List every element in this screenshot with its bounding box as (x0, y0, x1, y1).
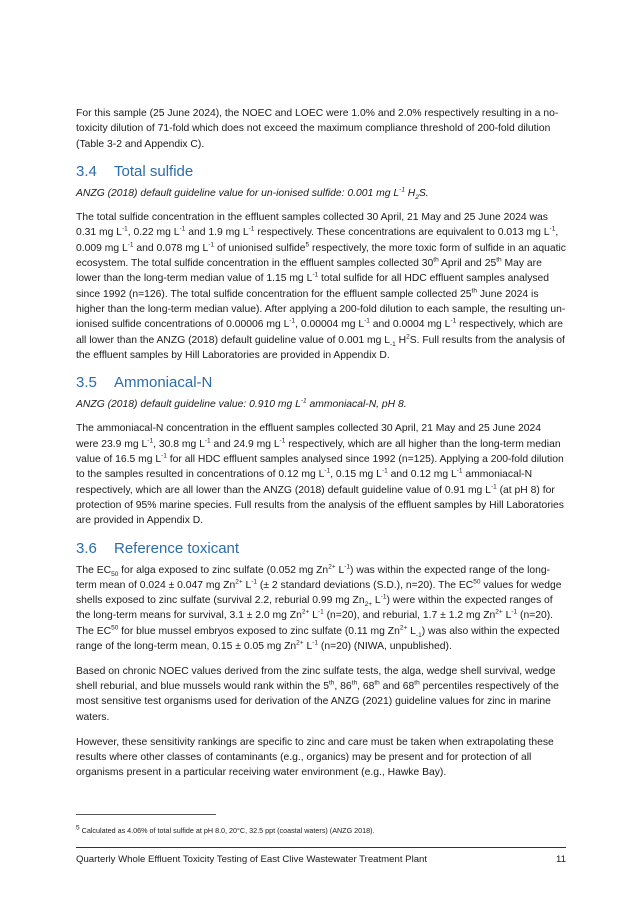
text-run: ) were within the expected ranges of the long-term means for survival, 3.1 ± 2.0 mg Zn (76, 595, 553, 622)
text-run: , 30.8 mg L (153, 438, 205, 450)
text-run: , 86 (334, 681, 352, 693)
superscript: th (496, 256, 502, 264)
superscript: -1 (127, 241, 134, 249)
text-run: , 0.009 mg L (76, 227, 559, 254)
superscript: -1 (179, 226, 186, 234)
footnote-mark: 5 (76, 824, 80, 832)
superscript: 2 (406, 333, 410, 341)
text-run: L (335, 564, 345, 576)
document-body (76, 106, 566, 790)
text-run: ammoniacal-N, pH 8. (306, 399, 407, 411)
superscript: -1 (317, 608, 324, 616)
superscript: 2+ (399, 624, 408, 632)
superscript: -1 (251, 578, 258, 586)
section-heading-ammoniacal-n (76, 373, 566, 393)
text-run: and 68 (379, 681, 415, 693)
footnote (76, 826, 566, 836)
superscript: th (471, 287, 477, 295)
text-run: respectively, which are all higher than the long-term median value of 16.5 mg L (76, 438, 561, 466)
superscript: -1 (208, 241, 215, 249)
superscript: th (374, 679, 380, 687)
superscript: -1 (289, 317, 296, 325)
section-heading-reference-toxicant (76, 539, 566, 559)
guideline-total-sulfide (76, 186, 566, 201)
text-run: ammoniacal-N respectively, which are all lower than the ANZG (2018) default guideline value of 0.91 mg L (76, 469, 533, 496)
text-run: L (502, 610, 512, 622)
text-run: H (404, 187, 416, 199)
text-run: for alga exposed to zinc sulfate (0.052 mg Zn (118, 564, 329, 576)
text-run: and 0.12 mg L (387, 469, 457, 481)
text-run: L (242, 579, 252, 591)
text-run: of unionised sulfide (214, 242, 306, 254)
paragraph-ammoniacal-n (76, 421, 566, 528)
superscript: 5 (305, 241, 310, 249)
text-run: The EC (76, 564, 112, 576)
text-run: The total sulfide concentration in the effluent samples collected 30 April, 21 May and 25 June 2024 was 0.31 mg L (76, 212, 548, 239)
section-title: Total sulfide (114, 162, 194, 180)
text-run: May are lower than the long-term median value of 1.15 mg L (76, 258, 542, 285)
text-run: (± 2 standard deviations (S.D.), n=20). The EC (257, 579, 474, 591)
text-run: April and 25 (438, 258, 497, 270)
text-run: , 0.00004 mg L (295, 319, 365, 331)
superscript: -1 (381, 467, 388, 475)
text-run: (at pH 8) for protection of 95% marine species. Full results from the analysis of the effluent samples by Hill Laboratories are provided in Appendix D. (76, 484, 564, 527)
text-run: (n=20). The EC (76, 610, 554, 637)
guideline-ammoniacal-n (76, 397, 566, 412)
subscript: 2 (415, 193, 419, 201)
superscript: -1 (399, 186, 405, 194)
section-title: Ammoniacal-N (114, 374, 213, 392)
text-run: respectively, the more toxic form of sulfide in an aquatic ecosystem. The total sulfide concentration in the effluent samples collected 30 (76, 242, 566, 270)
superscript: 2+ (235, 578, 243, 586)
superscript: -1 (456, 467, 463, 475)
text-run: June 2024 is higher than the long-term median value). After applying a 200-fold dilution to each sample, the resulting un-ionised sulfide concentrations of 0.00006 mg L (76, 288, 566, 331)
superscript: -1 (279, 437, 286, 445)
section-heading-total-sulfide (76, 162, 566, 182)
section-number: 3.5 (76, 374, 97, 392)
text-run: H (395, 334, 407, 346)
superscript: -1 (380, 593, 387, 601)
superscript: -1 (490, 483, 497, 491)
superscript: -1 (122, 226, 128, 234)
text-run: for blue mussel embryos exposed to zinc sulfate (0.11 mg Zn (118, 625, 400, 637)
subscript: 2+ (364, 601, 373, 609)
text-run: L (309, 610, 318, 622)
text-run: respectively, which are all lower than the ANZG (2018) default guideline value of 0.001 mg L (76, 319, 563, 346)
text-run: , 0.22 mg L (127, 227, 180, 239)
text-run: ANZG (2018) default guideline value: 0.910 mg L (76, 399, 301, 411)
subscript: -1 (389, 340, 396, 348)
section-number: 3.6 (76, 539, 97, 557)
superscript: th (328, 679, 335, 687)
subscript: 50 (111, 570, 119, 578)
text-run: (n=20), and reburial, 1.7 ± 1.2 mg Zn (323, 610, 496, 622)
page-footer (76, 853, 566, 866)
text-run: percentiles respectively of the most sensitive test organisms used for derivation of the ANZG (2021) guideline values for zinc in marine waters. (76, 681, 559, 723)
superscript: -1 (549, 226, 556, 234)
text-run: S. Full results from the analysis of the effluent samples by Hill Laboratories are provided in Appendix D. (76, 334, 565, 361)
footnote-text: Calculated as 4.06% of total sulfide at pH 8.0, 20°C, 32.5 ppt (coastal waters) (ANZG 2018). (79, 826, 375, 835)
text-run: S. (418, 187, 429, 199)
paragraph-reference-toxicant-2 (76, 664, 566, 725)
superscript: -1 (324, 467, 331, 475)
superscript: -1 (147, 437, 154, 445)
superscript: -1 (300, 397, 307, 405)
text-run: L (407, 625, 416, 637)
superscript: th (433, 256, 439, 264)
page-number: 11 (556, 854, 566, 865)
text-run: total sulfide for all HDC effluent samples analysed since 1992 (n=126). The total sulfide concentration for the effluent sample collected 25 (76, 273, 550, 300)
text-run: L (372, 595, 381, 607)
superscript: th (351, 679, 358, 687)
text-run: and 0.0004 mg L (369, 319, 451, 331)
superscript: -1 (312, 639, 318, 647)
text-run: (n=20) (NIWA, unpublished). (318, 641, 452, 653)
superscript: 50 (473, 578, 481, 586)
text-run: Based on chronic NOEC values derived from the zinc sulfate tests, the alga, wedge shell survival, wedge shell reburial, and blue mussels would rank within the 5 (76, 665, 556, 693)
text-run: respectively. These concentrations are equivalent to 0.013 mg L (254, 227, 550, 239)
superscript: -1 (312, 271, 319, 279)
subscript: -1 (415, 631, 422, 639)
superscript: 2+ (495, 608, 503, 616)
superscript: -1 (161, 452, 167, 460)
text-run: for all HDC effluent samples analysed since 1992 (n=125). Applying a 200-fold dilution to the samples resulted in concentrations of 0.12 mg L (76, 454, 564, 481)
section-number: 3.4 (76, 162, 97, 180)
text-run: The ammoniacal-N concentration in the effluent samples collected 30 April, 21 May and 25 June 2024 were 23.9 mg L (76, 423, 541, 450)
superscript: 2+ (328, 563, 336, 571)
text-run: and 0.078 mg L (133, 242, 209, 254)
superscript: -1 (511, 608, 518, 616)
footer-divider (76, 847, 566, 848)
section-title: Reference toxicant (114, 539, 240, 557)
text-run: values for wedge shells exposed to zinc sulfate (survival 2.2, reburial 0.99 mg Zn (76, 579, 562, 607)
text-run: , 68 (357, 681, 375, 693)
text-run: and 24.9 mg L (210, 438, 280, 450)
footnote-divider (76, 814, 216, 815)
intro-paragraph: For this sample (25 June 2024), the NOEC and LOEC were 1.0% and 2.0% respectively resulting in a no-toxicity dilution of 71-fold which does not exceed the maximum compliance threshold of 200-fold dilution (Table 3-2 and Appendix C). (76, 108, 559, 150)
text-run: L (303, 641, 313, 653)
text-run: , 0.15 mg L (330, 469, 382, 481)
superscript: -1 (364, 317, 370, 325)
superscript: -1 (248, 226, 255, 234)
superscript: 2+ (301, 608, 310, 616)
text-run: and 1.9 mg L (185, 227, 249, 239)
paragraph-reference-toxicant-3: However, these sensitivity rankings are specific to zinc and care must be taken when extrapolating these results where other classes of contaminants (e.g., organics) may be present and for protection of all organisms present in a particular receiving water environment (e.g., Hawke Bay). (76, 736, 554, 779)
superscript: th (414, 679, 420, 687)
superscript: 50 (111, 624, 119, 632)
superscript: -1 (204, 437, 211, 445)
text-run: ) was also within the expected range of the long-term mean, 0.15 ± 0.05 mg Zn (76, 625, 560, 653)
paragraph-reference-toxicant-1 (76, 563, 566, 655)
superscript: -1 (344, 563, 351, 571)
text-run: ) was within the expected range of the long-term mean of 0.024 ± 0.047 mg Zn (76, 564, 551, 591)
paragraph-total-sulfide (76, 210, 566, 363)
footer-title: Quarterly Whole Effluent Toxicity Testing of East Clive Wastewater Treatment Plant (76, 854, 428, 865)
text-run: ANZG (2018) default guideline value for un-ionised sulfide: 0.001 mg L (76, 187, 400, 199)
superscript: -1 (450, 317, 457, 325)
superscript: 2+ (296, 639, 304, 647)
